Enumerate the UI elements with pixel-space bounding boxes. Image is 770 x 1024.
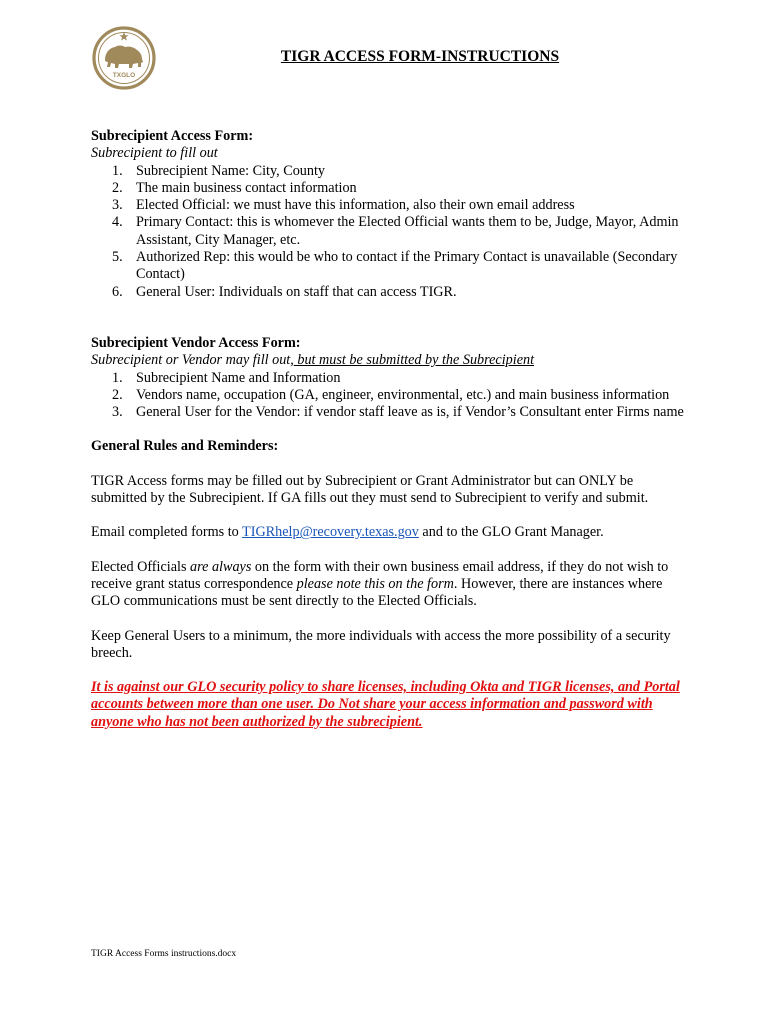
list-item: 2. The main business contact information [112,179,357,196]
list-item: 5. Authorized Rep: this would be who to contact if the Primary Contact is unavailable (Secondary Contact) [112,249,678,283]
email-link[interactable]: TIGRhelp@recovery.texas.gov [242,524,419,541]
numbered-list [91,163,691,301]
section-subtitle: Subrecipient to fill out [91,145,218,162]
section-heading: Subrecipient Vendor Access Form: [91,334,301,351]
list-item: 3. General User for the Vendor: if vendor staff leave as is, if Vendor’s Consultant enter Firms name [112,404,684,421]
paragraph: Keep General Users to a minimum, the more individuals with access the more possibility of a security breech. [91,627,671,661]
paragraph: TIGR Access forms may be filled out by Subrecipient or Grant Administrator but can ONLY be submitted by the Subrecipient. If GA fills out they must send to Subrecipient to verify and submit. [91,472,649,507]
list-item: 1. Subrecipient Name: City, County [112,162,326,179]
list-item: 2. Vendors name, occupation (GA, engineer, environmental, etc.) and main business information [112,386,670,403]
section-subtitle: Subrecipient or Vendor may fill out, but must be submitted by the Subrecipient [91,352,535,369]
logo-text: TXGLO [112,72,136,79]
paragraph: Email completed forms to TIGRhelp@recovery.texas.gov and to the GLO Grant Manager. [91,524,604,541]
security-warning: It is against our GLO security policy to share licenses, including Okta and TIGR licenses, and Portal accounts between more than one user. Do Not share your access information and password with anyone who has not been authorized by the subrecipient. [91,679,680,730]
section-heading: Subrecipient Access Form: [91,128,254,144]
page-title: TIGR ACCESS FORM-INSTRUCTIONS [280,48,560,65]
footer-filename: TIGR Access Forms instructions.docx [91,949,237,959]
paragraph: Elected Officials are always on the form with their own business email address, if they do not wish to receive grant status correspondence please note this on the form. However, there are instances where GLO communications must be sent directly to the Elected Officials. [91,558,669,610]
numbered-list [91,370,691,422]
list-item: 3. Elected Official: we must have this information, also their own email address [112,197,575,214]
list-item: 6. General User: Individuals on staff that can access TIGR. [112,283,457,300]
section-heading: General Rules and Reminders: [91,438,279,455]
list-item: 4. Primary Contact: this is whomever the Elected Official wants them to be, Judge, Mayor, Admin Assistant, City Manager, etc. [112,214,679,248]
list-item: 1. Subrecipient Name and Information [112,369,341,386]
document-body [91,128,691,731]
